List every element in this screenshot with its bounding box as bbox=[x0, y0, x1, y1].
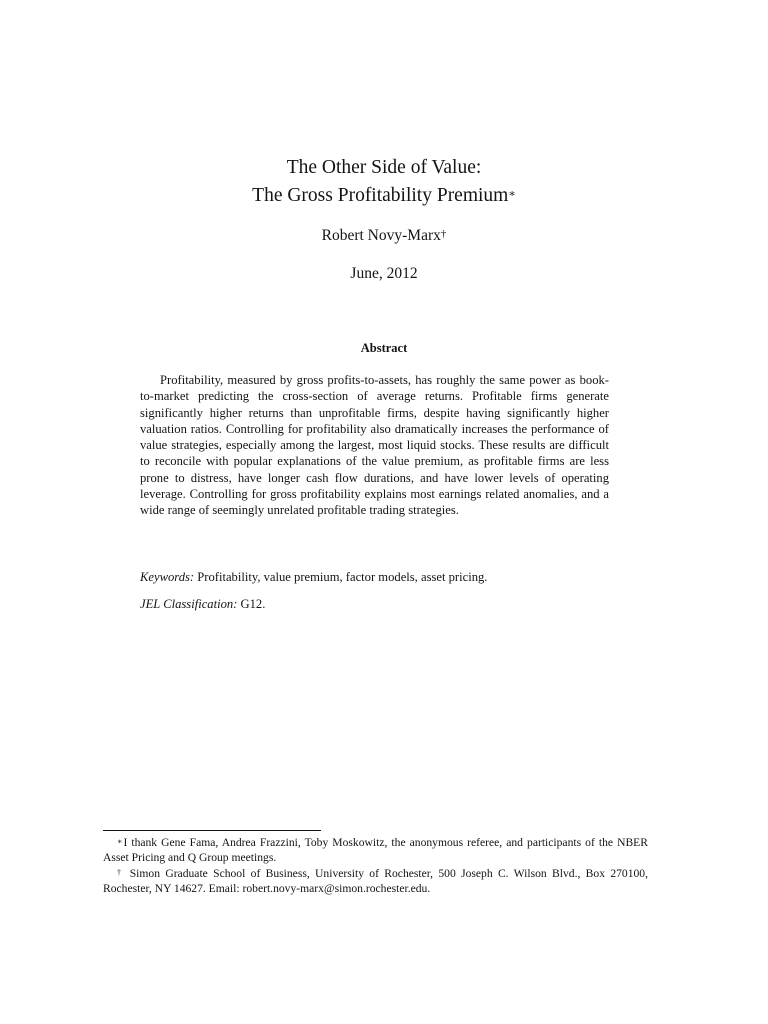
jel-classification bbox=[140, 596, 620, 612]
footnote-1-text: I thank Gene Fama, Andrea Frazzini, Toby Moskowitz, the anonymous referee, and participants of the NBER Asset Pricing and Q Group meetings. bbox=[103, 836, 648, 865]
footnote-2 bbox=[103, 866, 648, 897]
publication-date: June, 2012 bbox=[350, 265, 418, 282]
title-line-2-text: The Gross Profitability Premium bbox=[252, 185, 509, 206]
author-name: Robert Novy-Marx bbox=[321, 227, 441, 244]
title-line-1: The Other Side of Value: bbox=[286, 157, 482, 178]
footnote-2-mark: † bbox=[117, 867, 124, 877]
jel-label: JEL Classification: bbox=[140, 597, 238, 611]
jel-code: G12. bbox=[240, 597, 266, 611]
keywords-label: Keywords: bbox=[140, 570, 195, 584]
paper-title bbox=[0, 154, 768, 210]
abstract-body: Profitability, measured by gross profits-to-assets, has roughly the same power as book-to-market predicting the cross-section of average returns. Profitable firms generate significantly higher returns than unprofitable firms, despite having significantly higher valuation ratios. Controlling for profitability also dramatically increases the performance of value strategies, especially among the largest, most liquid stocks. These results are difficult to reconcile with popular explanations of the value premium, as profitable firms are less prone to distress, have longer cash flow durations, and have lower levels of operating leverage. Controlling for gross profitability explains most earnings related anomalies, and a wide range of seemingly unrelated profitable trading strategies. bbox=[140, 373, 609, 518]
footnotes bbox=[103, 835, 648, 897]
footnote-2-text: Simon Graduate School of Business, University of Rochester, 500 Joseph C. Wilson Blvd., Box 270100, Rochester, NY 14627. Email: robert.novy-marx@simon.rochester.edu. bbox=[103, 866, 648, 896]
abstract-heading: Abstract bbox=[360, 341, 408, 355]
keywords-text: Profitability, value premium, factor models, asset pricing. bbox=[197, 570, 488, 584]
author bbox=[0, 226, 768, 246]
footnote-1 bbox=[103, 835, 648, 866]
keywords bbox=[140, 569, 620, 585]
author-footnote-mark: † bbox=[440, 228, 447, 240]
footnote-1-mark: ∗ bbox=[117, 837, 123, 846]
footnote-divider bbox=[103, 830, 321, 831]
title-line-2 bbox=[0, 182, 768, 210]
title-footnote-mark: ∗ bbox=[508, 188, 516, 200]
